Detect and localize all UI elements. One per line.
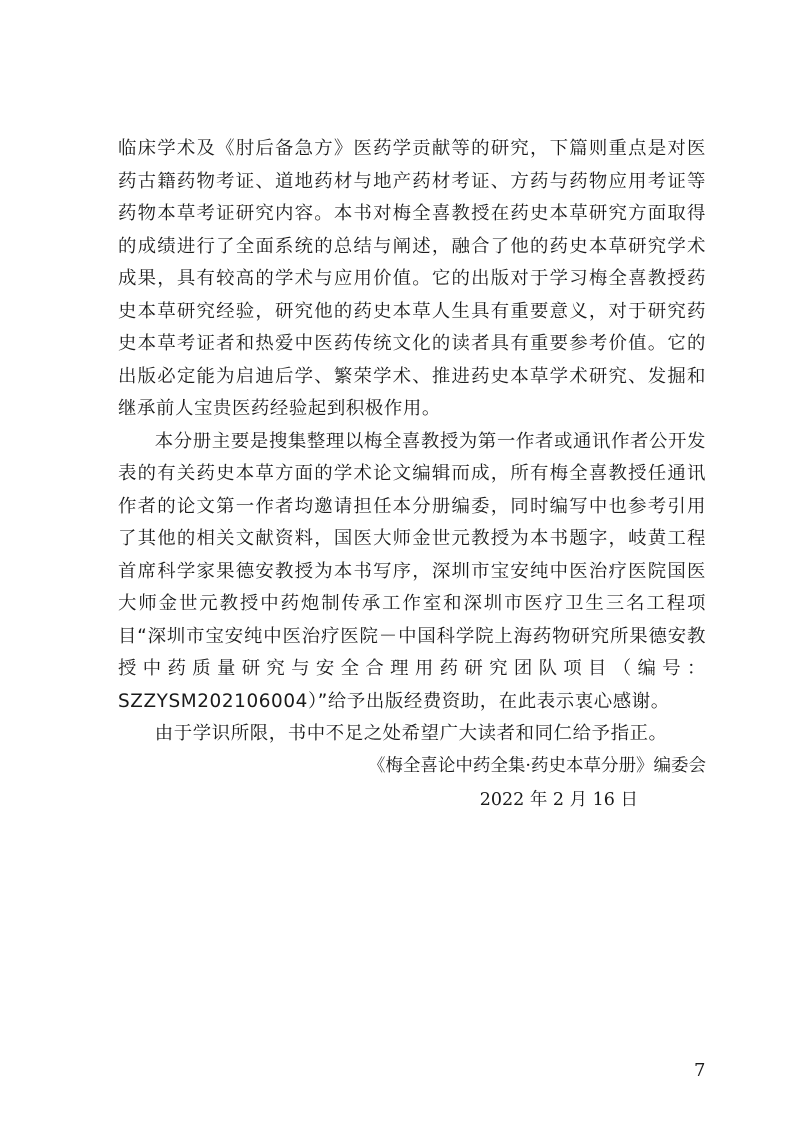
- paragraph-contribution-summary: 临床学术及《肘后备急方》医药学贡献等的研究，下篇则重点是对医药古籍药物考证、道地药材与地产药材考证、方药与药物应用考证等药物本草考证研究内容。本书对梅全喜教授在药史本草研究方面取得的成绩进行了全面系统的总结与阐述，融合了他的药史本草研究学术成果，具有较高的学术与应用价值。它的出版对于学习梅全喜教授药史本草研究经验，研究他的药史本草人生具有重要意义，对于研究药史本草考证者和热爱中医药传统文化的读者具有重要参考价值。它的出版必定能为启迪后学、繁荣学术、推进药史本草学术研究、发掘和继承前人宝贵医药经验起到积极作用。: [118, 138, 706, 419]
- paragraph-acknowledgements: 本分册主要是搜集整理以梅全喜教授为第一作者或通讯作者公开发表的有关药史本草方面的学术论文编辑而成，所有梅全喜教授任通讯作者的论文第一作者均邀请担任本分册编委，同时编写中也参考引用了其他的相关文献资料，国医大师金世元教授为本书题字，岐黄工程首席科学家果德安教授为本书写序，深圳市宝安纯中医治疗医院国医大师金世元教授中药炮制传承工作室和深圳市医疗卫生三名工程项目“深圳市宝安纯中医治疗医院－中国科学院上海药物研究所果德安教授中药质量研究与安全合理用药研究团队项目（编号：SZZYSM202106004）”给予出版经费资助，在此表示衷心感谢。: [118, 430, 706, 712]
- document-body: [118, 133, 706, 751]
- page-number: 7: [694, 1060, 706, 1081]
- signature-date: 2022 年 2 月 16 日: [479, 790, 638, 810]
- paragraph-closing-remark: 由于学识所限，书中不足之处希望广大读者和同仁给予指正。: [154, 723, 668, 744]
- signature-organization: 《梅全喜论中药全集·药史本草分册》编委会: [367, 756, 706, 776]
